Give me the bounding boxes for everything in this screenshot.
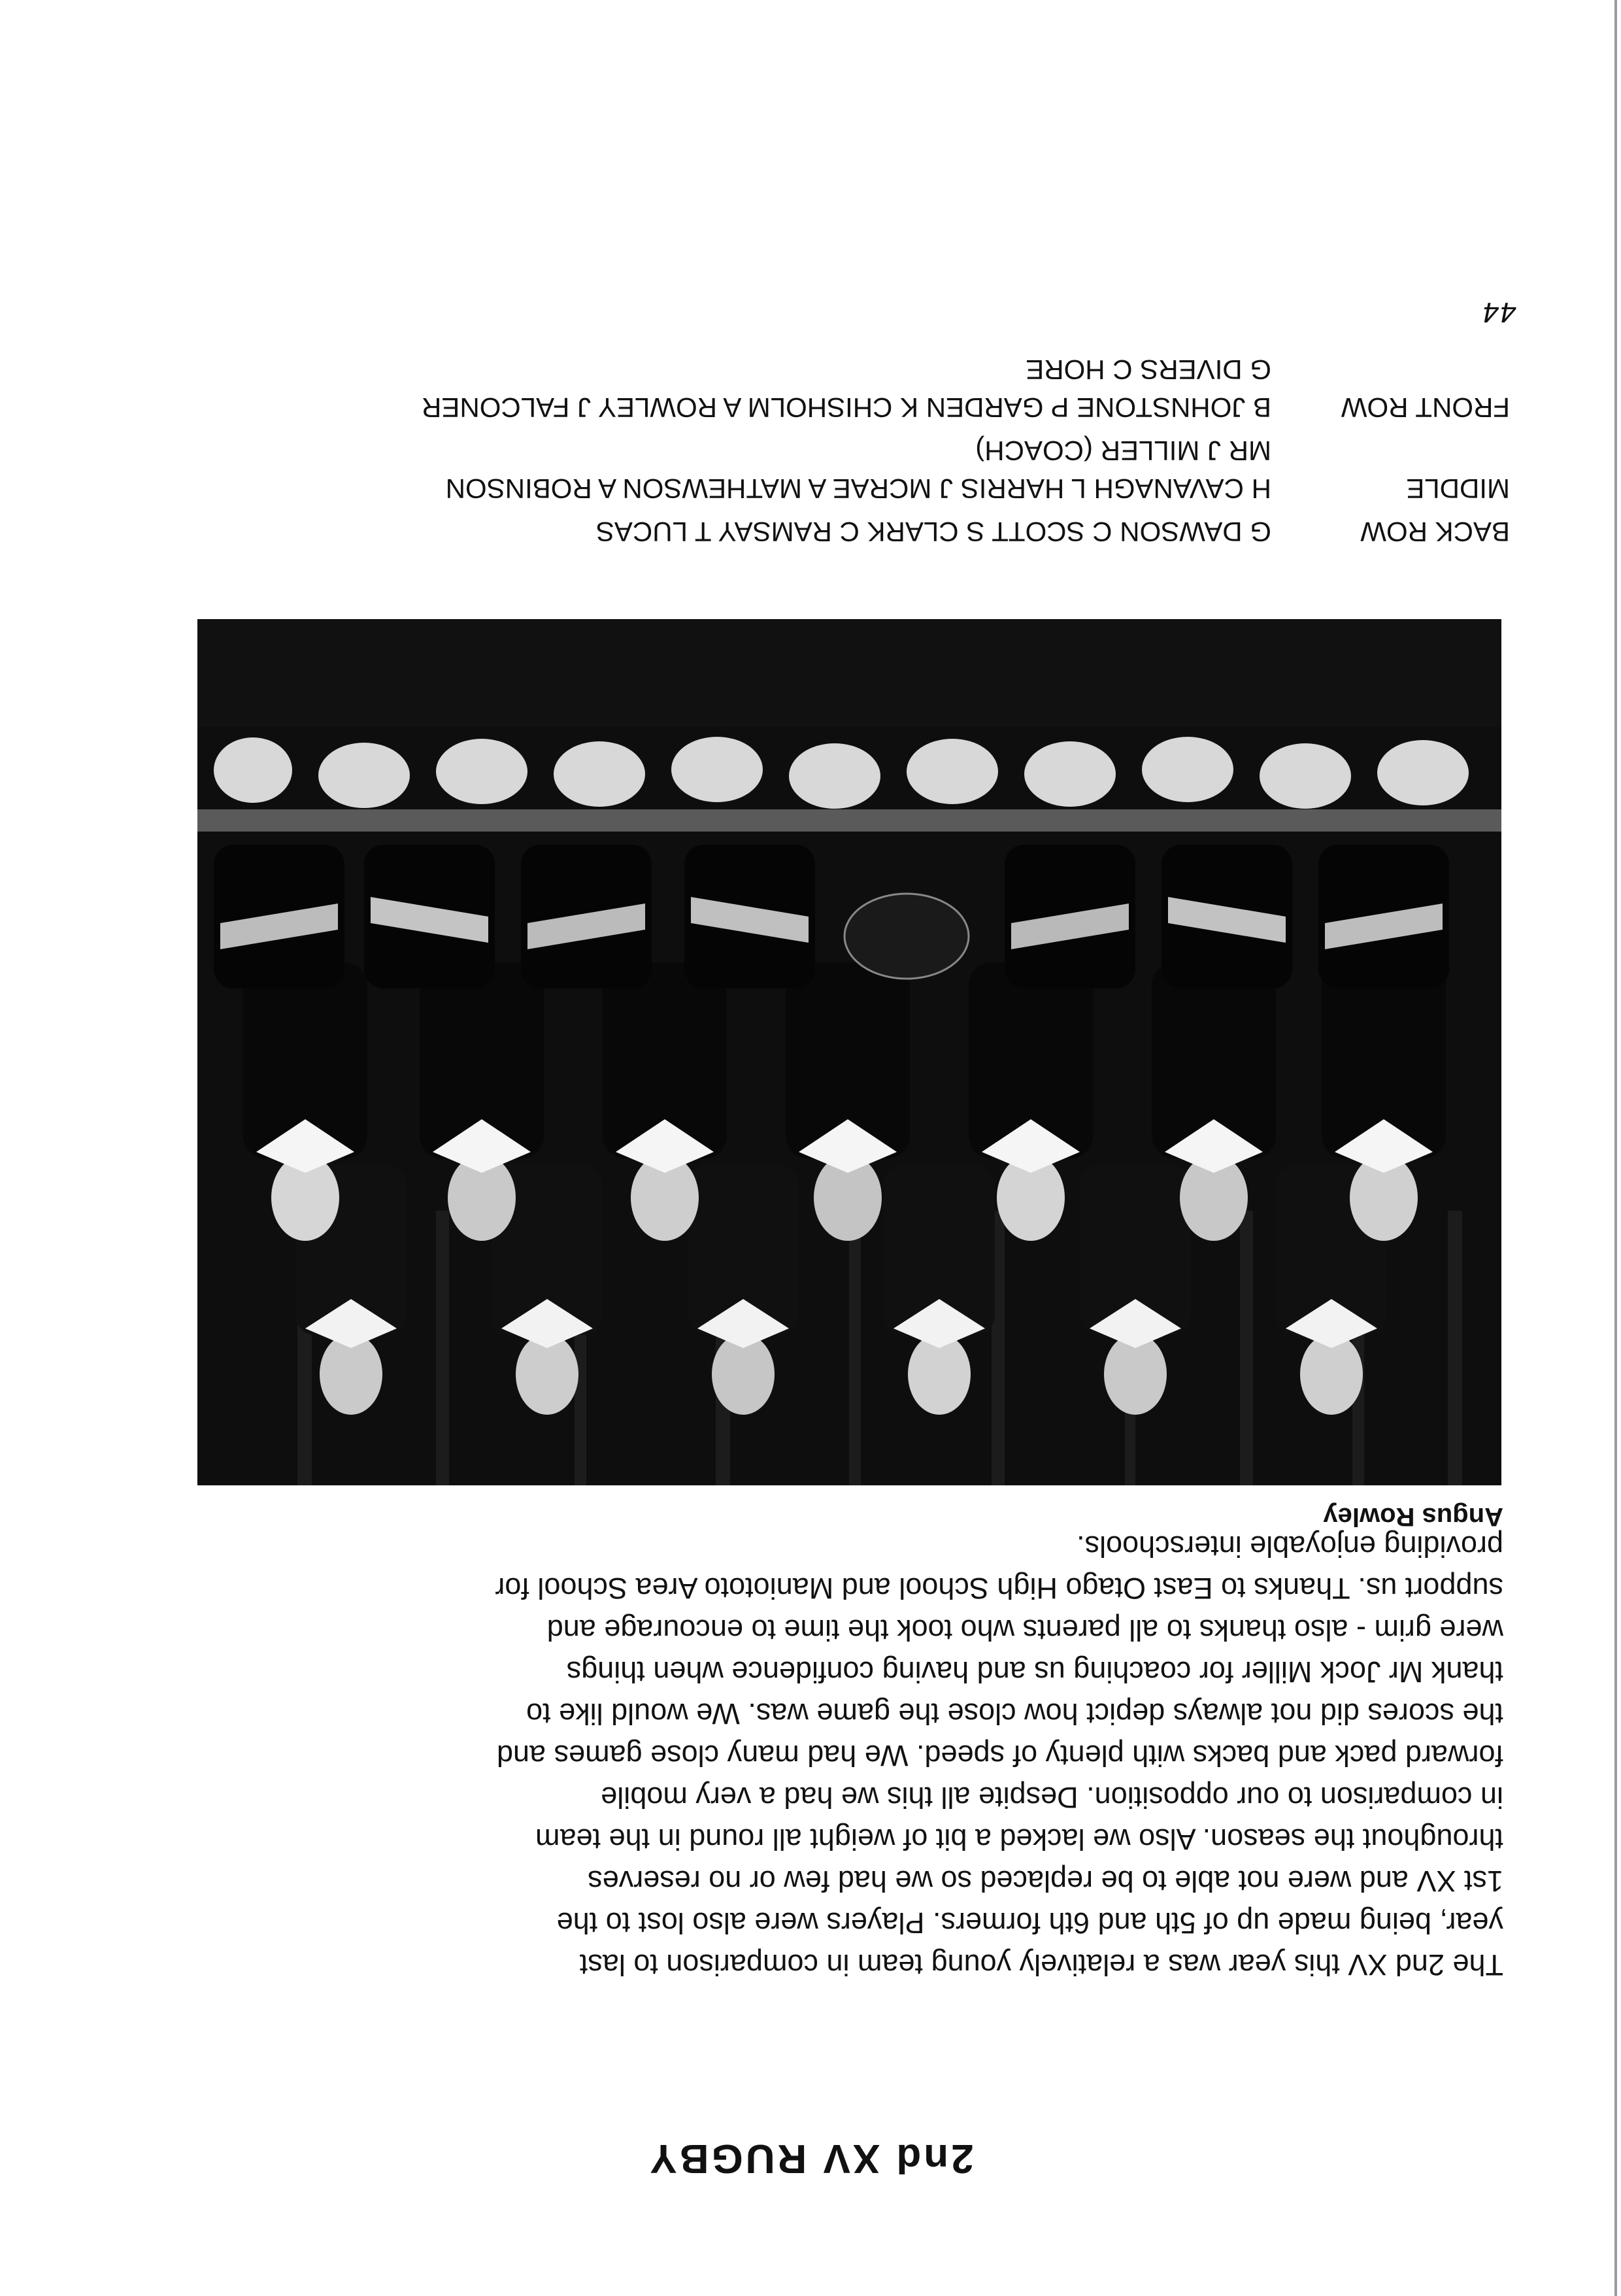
rugby-ball-icon	[844, 894, 969, 979]
caption-names: G DAWSON C SCOTT S CLARK C RAMSAY T LUCAS	[595, 516, 1271, 547]
caption-back-row	[72, 513, 1510, 550]
bench	[197, 809, 1501, 832]
page-number: 44	[1482, 296, 1516, 328]
caption-label: MIDDLE	[1406, 473, 1510, 504]
caption-names: B JOHNSTONE P GARDEN K CHISHOLM A ROWLEY J FALCONER G DIVERS C HORE	[422, 354, 1271, 423]
team-photo-icon	[197, 619, 1501, 1485]
caption-label: BACK ROW	[1360, 516, 1510, 547]
report-paragraph: The 2nd XV this year was a relatively young team in comparison to last year, being made up of 5th and 6th formers. Players were also lost to the 1st XV and were not able to be replaced so we had few or no reserves throughout the season. Also we lacked a bit of weight all round in the team in comparison to our opposition. Despite all this we had a very mobile forward pack and backs with plenty of speed. We had many close games and the scores did not always depict how close the game was. We would like to thank Mr Jock Miller for coaching us and having confidence when things were grim - also thanks to all parents who took the time to encourage and support us. Thanks to East Otago High School and Maniototo Area School for providing enjoyable interschools.	[495, 1530, 1503, 1982]
caption-front-row	[72, 350, 1510, 426]
caption-names: H CAVANAGH L HARRIS J MCRAE A MATHEWSON A ROBINSON MR J MILLER (COACH)	[445, 435, 1271, 504]
page-title: 2nd XV RUGBY	[647, 2136, 974, 2181]
caption-label: FRONT ROW	[1341, 392, 1510, 423]
author-credit: Angus Rowley	[1323, 1502, 1503, 1531]
caption-middle-row	[72, 431, 1510, 507]
scan-edge-line	[1614, 0, 1617, 2296]
team-photo	[197, 619, 1501, 1485]
report-body	[105, 1525, 1503, 1985]
photo-caption	[72, 345, 1510, 550]
